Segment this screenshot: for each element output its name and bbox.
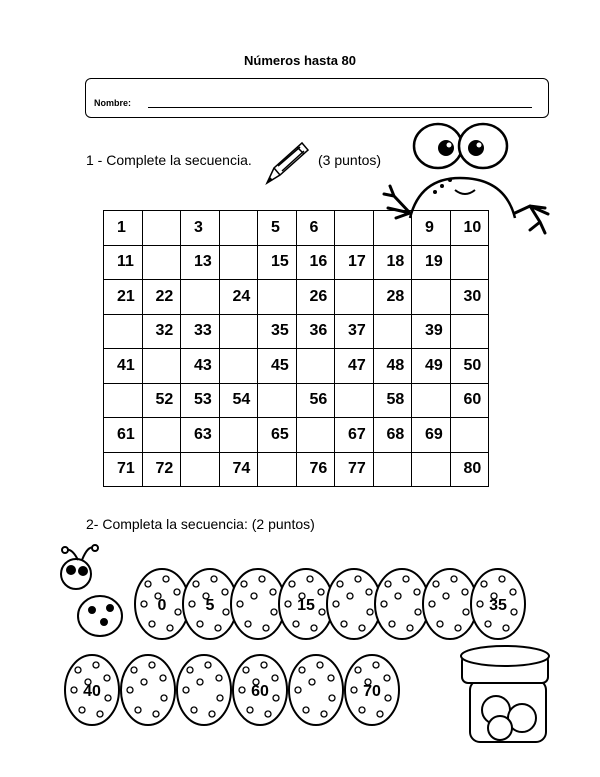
grid-cell: 22 <box>142 280 181 315</box>
grid-cell: 43 <box>181 349 220 384</box>
cookie-blank[interactable] <box>327 569 381 639</box>
grid-cell: 41 <box>104 349 143 384</box>
grid-cell: 54 <box>219 383 258 418</box>
cookie-number: 0 <box>157 597 167 614</box>
grid-cell: 74 <box>219 452 258 487</box>
question-1-points: (3 puntos) <box>318 152 382 168</box>
grid-cell: 33 <box>181 314 220 349</box>
grid-cell: 9 <box>412 211 451 246</box>
cookie <box>345 655 399 725</box>
grid-cell: 18 <box>373 245 412 280</box>
cookie-number: 15 <box>297 597 315 614</box>
name-label: Nombre: <box>94 98 132 108</box>
grid-cell: 48 <box>373 349 412 384</box>
grid-cell: 60 <box>450 383 489 418</box>
cookie-number: 60 <box>251 683 269 700</box>
grid-cell: 69 <box>412 418 451 453</box>
grid-cell: 63 <box>181 418 220 453</box>
page-title: Números hasta 80 <box>244 53 356 68</box>
cookie <box>279 569 333 639</box>
grid-cell: 37 <box>335 314 374 349</box>
grid-cell: 53 <box>181 383 220 418</box>
cookie-number: 5 <box>205 597 215 614</box>
grid-cell: 1 <box>104 211 143 246</box>
grid-cell: 56 <box>296 383 335 418</box>
grid-cell: 65 <box>258 418 297 453</box>
grid-cell: 6 <box>296 211 335 246</box>
grid-cell: 28 <box>373 280 412 315</box>
grid-cell: 19 <box>412 245 451 280</box>
grid-cell: 10 <box>450 211 489 246</box>
grid-cell: 76 <box>296 452 335 487</box>
grid-cell: 36 <box>296 314 335 349</box>
grid-cell: 68 <box>373 418 412 453</box>
grid-cell: 58 <box>373 383 412 418</box>
grid-cell: 47 <box>335 349 374 384</box>
grid-cell: 49 <box>412 349 451 384</box>
grid-cell: 77 <box>335 452 374 487</box>
grid-cell: 80 <box>450 452 489 487</box>
grid-cell: 45 <box>258 349 297 384</box>
grid-cell: 30 <box>450 280 489 315</box>
grid-cell: 72 <box>142 452 181 487</box>
question-1-text: 1 - Complete la secuencia. <box>86 152 252 168</box>
ladybug-icon <box>61 545 122 636</box>
grid-cell: 24 <box>219 280 258 315</box>
cookie-blank[interactable] <box>121 655 175 725</box>
grid-cell: 32 <box>142 314 181 349</box>
cookie-number: 70 <box>363 683 381 700</box>
cookie <box>233 655 287 725</box>
cookie <box>65 655 119 725</box>
question-2: 2- Completa la secuencia: (2 puntos) <box>86 516 315 532</box>
cookie-blank[interactable] <box>231 569 285 639</box>
cookie <box>471 569 525 639</box>
grid-cell: 21 <box>104 280 143 315</box>
cookie-number: 35 <box>489 597 507 614</box>
cookie-number: 40 <box>83 683 101 700</box>
grid-cell: 13 <box>181 245 220 280</box>
grid-cell: 11 <box>104 245 143 280</box>
grid-cell: 52 <box>142 383 181 418</box>
cookie-blank[interactable] <box>289 655 343 725</box>
cookie <box>135 569 189 639</box>
grid-cell: 16 <box>296 245 335 280</box>
grid-cell: 26 <box>296 280 335 315</box>
grid-cell: 50 <box>450 349 489 384</box>
cookie-jar-icon <box>461 646 549 742</box>
grid-cell: 5 <box>258 211 297 246</box>
grid-cell: 3 <box>181 211 220 246</box>
cookie-blank[interactable] <box>423 569 477 639</box>
grid-cell: 61 <box>104 418 143 453</box>
cookie-blank[interactable] <box>177 655 231 725</box>
cookie <box>183 569 237 639</box>
grid-cell: 71 <box>104 452 143 487</box>
cookie-blank[interactable] <box>375 569 429 639</box>
grid-cell: 39 <box>412 314 451 349</box>
grid-cell: 67 <box>335 418 374 453</box>
grid-cell: 15 <box>258 245 297 280</box>
grid-cell: 17 <box>335 245 374 280</box>
grid-cell: 35 <box>258 314 297 349</box>
